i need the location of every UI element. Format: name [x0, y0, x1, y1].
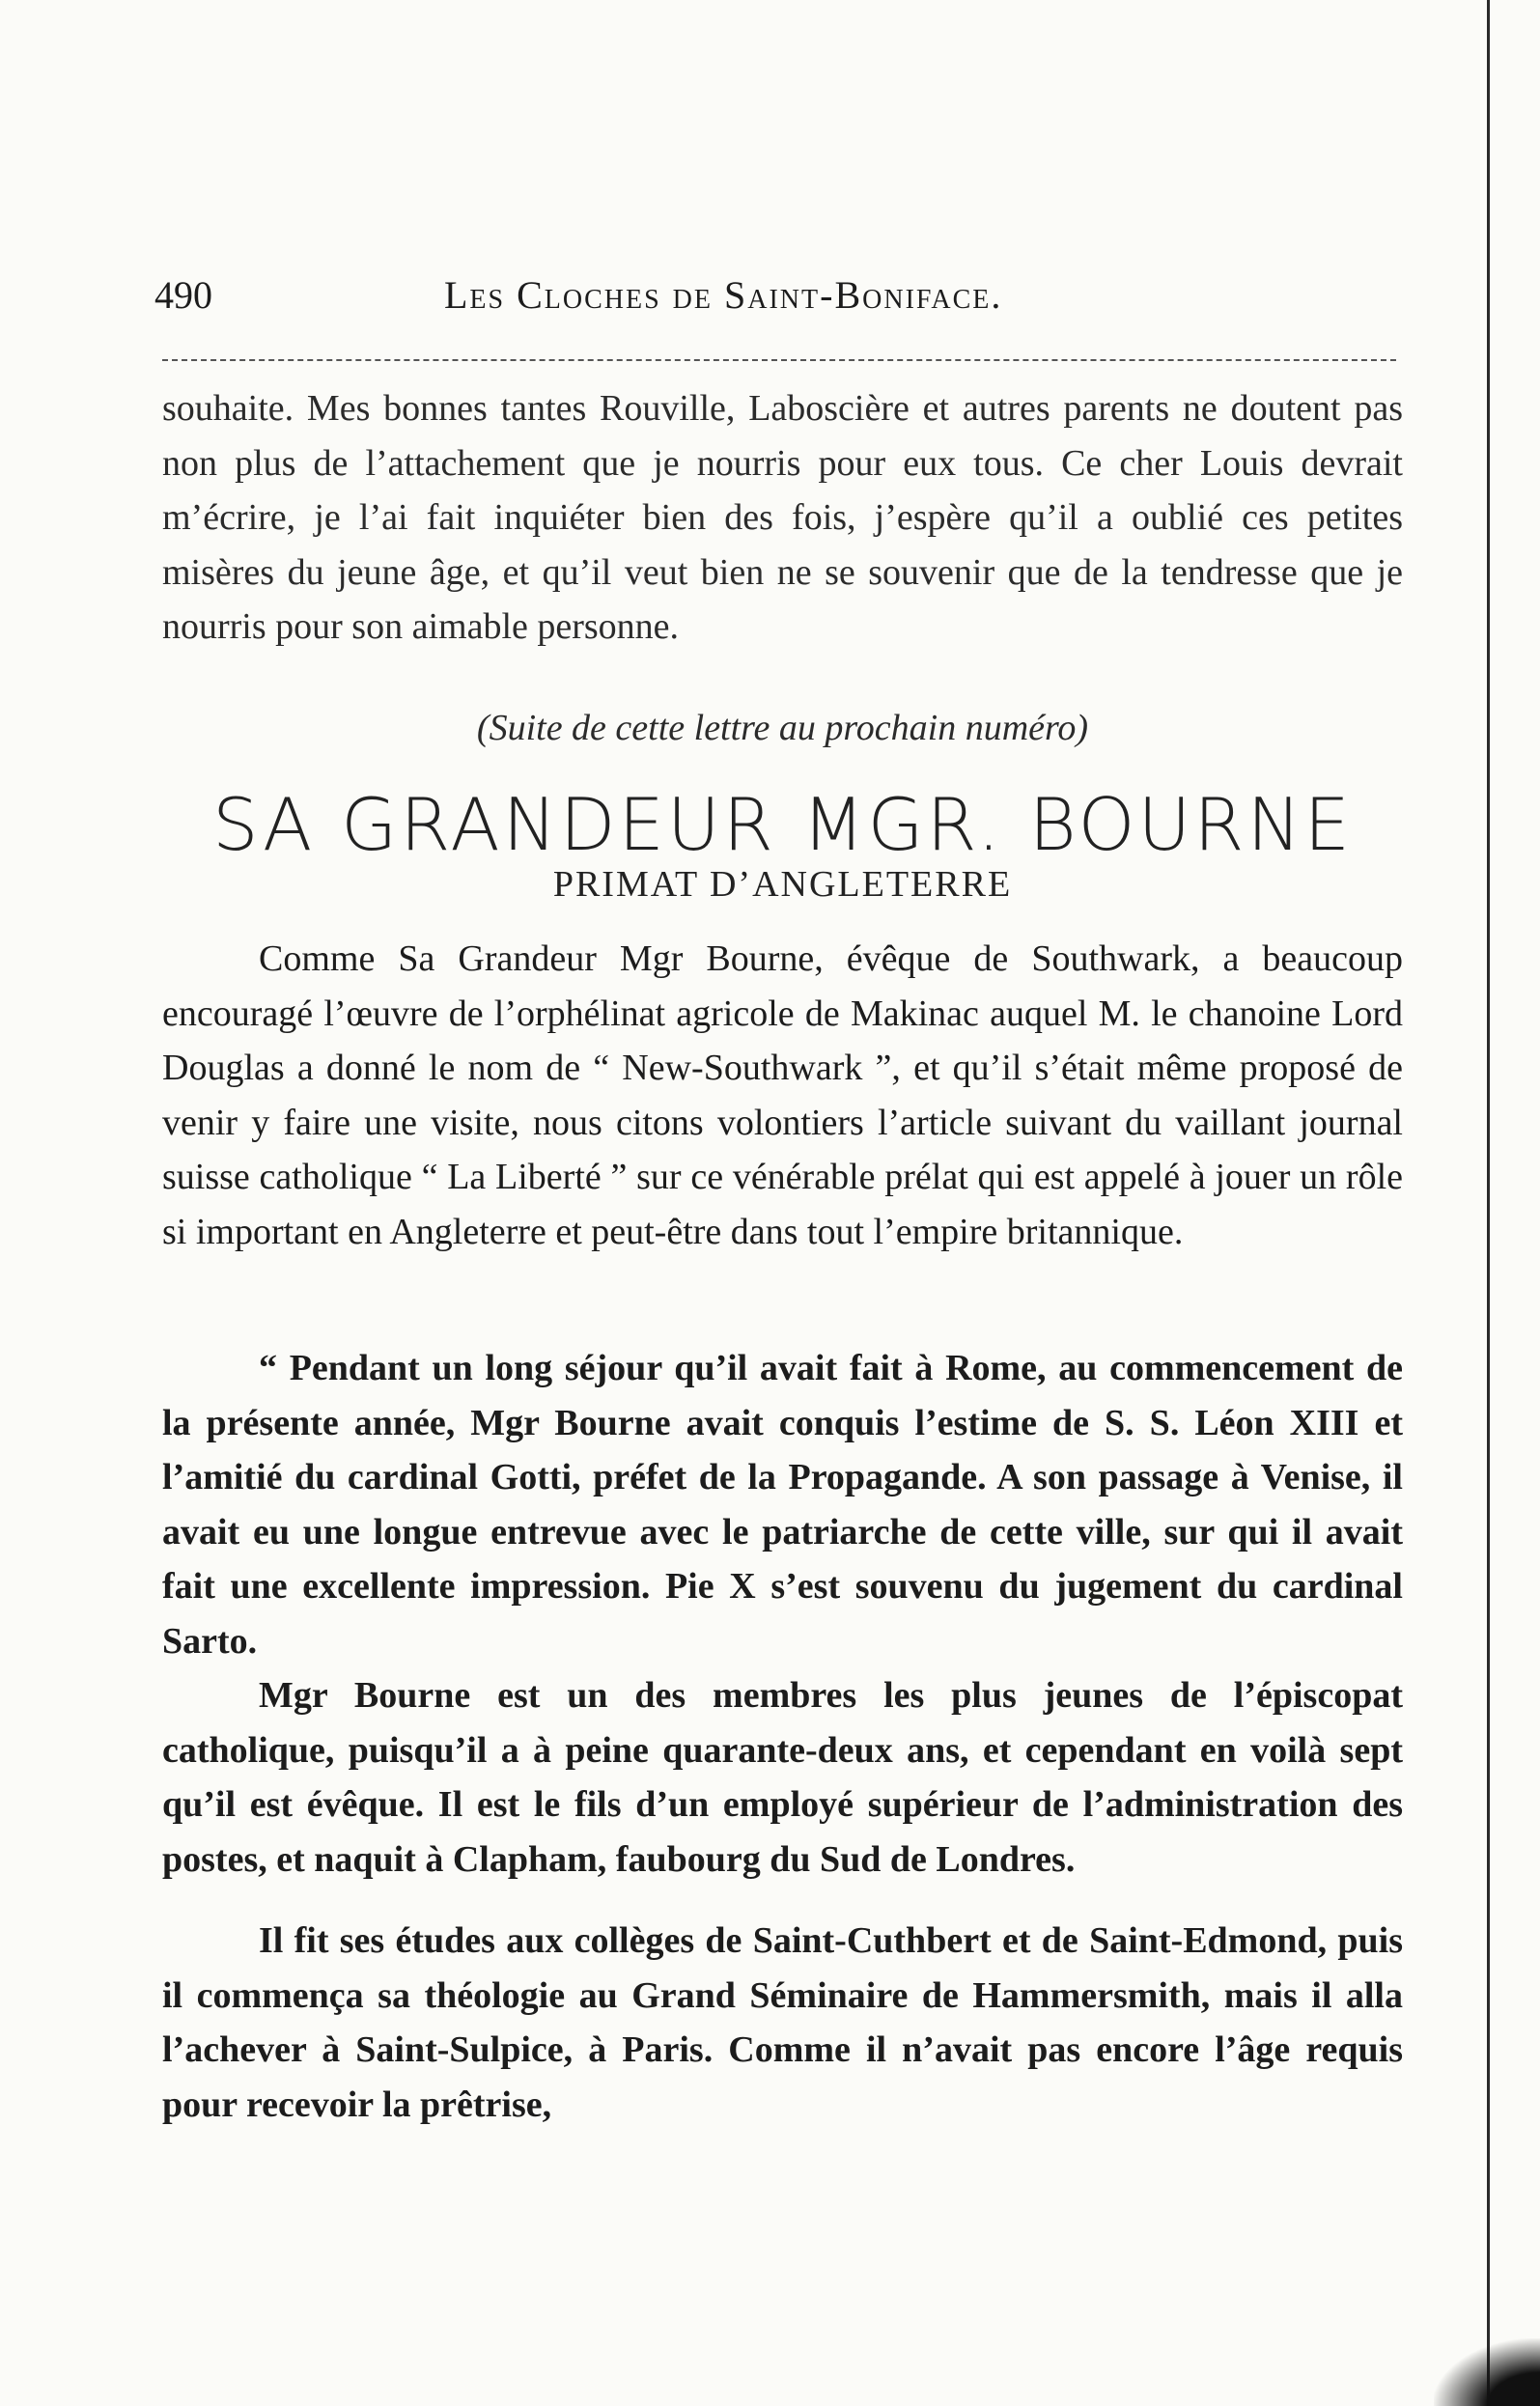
header-rule — [162, 359, 1396, 361]
paragraph-letter-end: souhaite. Mes bonnes tantes Rouville, Laboscière et autres parents ne doutent pas non plus de l’attachement que je nourris pour eux tous. Ce cher Louis devrait m’écrire, je l’ai fait inquiéter bien des fois, j’espère qu’il a oublié ces petites misères du jeune âge, et qu’il veut bien ne se souvenir que de la tendresse que je nourris pour son aimable personne. — [162, 388, 1403, 647]
page-corner-shadow — [1434, 2338, 1540, 2406]
page-edge-line — [1487, 0, 1490, 2406]
page-number: 490 — [154, 273, 212, 317]
paragraph-intro: Comme Sa Grandeur Mgr Bourne, évêque de Southwark, a beaucoup encouragé l’œuvre de l’orphélinat agricole de Makinac auquel M. le chanoine Lord Douglas a donné le nom de “ New-Southwark ”, et qu’il s’était même proposé de venir y faire une visite, nous citons volontiers l’article suivant du vaillant journal suisse catholique “ La Liberté ” sur ce vénérable prélat qui est appelé à jouer un rôle si important en Angleterre et peut-être dans tout l’empire britannique. — [162, 938, 1403, 1252]
paragraph-rome: “ Pendant un long séjour qu’il avait fait à Rome, au commencement de la présente année, Mgr Bourne avait conquis l’estime de S. S. Léon XIII et l’amitié du cardinal Gotti, préfet de la Propagande. A son passage à Venise, il avait eu une longue entrevue avec le patriarche de cette ville, sur qui il avait fait une excellente impression. Pie X s’est souvenu du jugement du cardinal Sarto. — [162, 1348, 1403, 1662]
continuation-note: (Suite de cette lettre au prochain numéro) — [476, 708, 1089, 748]
page-header — [154, 272, 1414, 326]
running-title: Les Cloches de Saint-Boniface. — [444, 273, 1003, 317]
paragraph-biography: Mgr Bourne est un des membres les plus jeunes de l’épiscopat catholique, puisqu’il a à peine quarante-deux ans, et cependant en voilà sept qu’il est évêque. Il est le fils d’un employé supérieur de l’administration des postes, et naquit à Clapham, faubourg du Sud de Londres. — [162, 1675, 1403, 1880]
article-headline: SA GRANDEUR MGR. BOURNE — [212, 782, 1353, 867]
paragraph-studies: Il fit ses études aux collèges de Saint-Cuthbert et de Saint-Edmond, puis il commença sa théologie au Grand Séminaire de Hammersmith, mais il alla l’achever à Saint-Sulpice, à Paris. Comme il n’avait pas encore l’âge requis pour recevoir la prêtrise, — [162, 1920, 1403, 2125]
article-subheadline: PRIMAT D’ANGLETERRE — [552, 864, 1013, 905]
